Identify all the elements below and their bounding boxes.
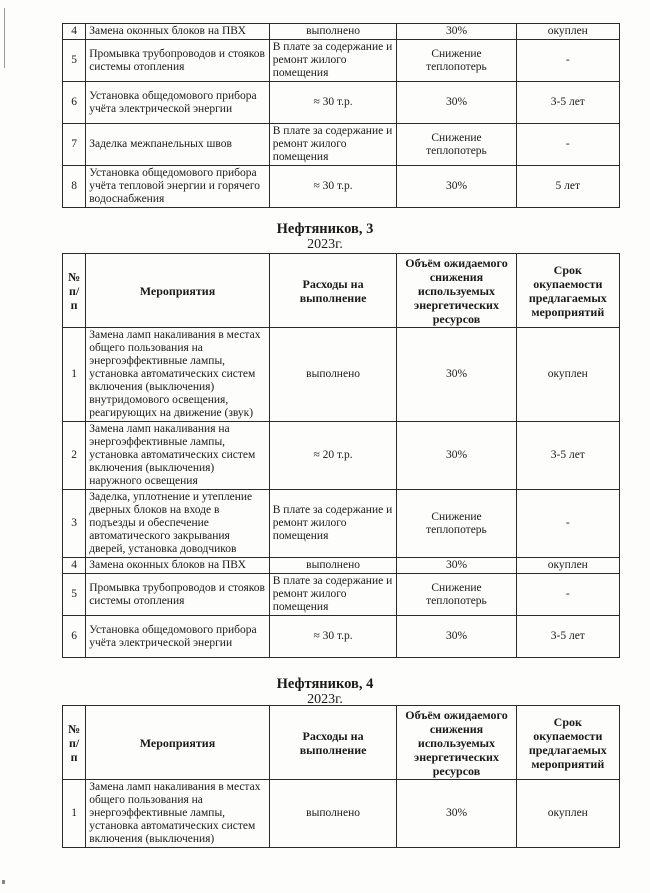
reduction-cell: Снижение теплопотерь [397,490,516,558]
reduction-cell: 30% [397,558,516,574]
payback-cell: - [516,574,619,616]
header-reduction: Объём ожидаемого снижения используемых энергетических ресурсов [397,706,516,780]
payback-cell: - [516,124,619,166]
payback-cell: 3-5 лет [516,82,619,124]
measure-cell: Замена оконных блоков на ПВХ [86,24,270,40]
row-number: 5 [63,40,86,82]
row-number: 5 [63,574,86,616]
table-row [63,558,620,574]
table-row [63,574,620,616]
measures-table-continued [62,23,620,208]
table-header-row [63,706,620,780]
cost-cell: выполнено [269,24,397,40]
payback-cell: 3-5 лет [516,616,619,658]
measures-table [62,705,620,848]
cost-cell: ≈ 30 т.р. [269,166,397,208]
payback-cell: окуплен [516,328,619,422]
payback-cell: 3-5 лет [516,422,619,490]
header-num: № п/п [63,254,86,328]
measure-cell: Замена оконных блоков на ПВХ [86,558,270,574]
reduction-cell: 30% [397,24,516,40]
measure-cell: Установка общедомового прибора учёта тепловой энергии и горячего водоснабжения [86,166,270,208]
row-number: 3 [63,490,86,558]
cost-cell: В плате за содержание и ремонт жилого помещения [269,574,397,616]
year-label: 2023г. [307,692,343,707]
payback-cell: окуплен [516,558,619,574]
table-row [63,124,620,166]
payback-cell: - [516,490,619,558]
reduction-cell: 30% [397,328,516,422]
reduction-cell: Снижение теплопотерь [397,40,516,82]
section-heading [0,676,650,707]
header-reduction: Объём ожидаемого снижения используемых энергетических ресурсов [397,254,516,328]
measure-cell: Промывка трубопроводов и стояков системы отопления [86,574,270,616]
measure-cell: Заделка, уплотнение и утепление дверных блоков на входе в подъезды и обеспечение автоматического закрывания дверей, установка доводчиков [86,490,270,558]
measure-cell: Заделка межпанельных швов [86,124,270,166]
table-row [63,490,620,558]
header-cost: Расходы на выполнение [269,254,397,328]
header-measure: Мероприятия [86,254,270,328]
row-number: 2 [63,422,86,490]
measure-cell: Замена ламп накаливания в местах общего пользования на энергоэффективные лампы, установка автоматических систем включения (выключения) внутридомового освещения, реагирующих на движение (звук) [86,328,270,422]
table-row [63,82,620,124]
header-num: № п/п [63,706,86,780]
measure-cell: Замена ламп накаливания на энергоэффективные лампы, установка автоматических систем включения (выключения) наружного освещения [86,422,270,490]
row-number: 4 [63,24,86,40]
row-number: 4 [63,558,86,574]
measure-cell: Промывка трубопроводов и стояков системы отопления [86,40,270,82]
row-number: 8 [63,166,86,208]
row-number: 6 [63,616,86,658]
cost-cell: ≈ 30 т.р. [269,82,397,124]
year-label: 2023г. [307,237,343,252]
row-number: 7 [63,124,86,166]
cost-cell: ≈ 20 т.р. [269,422,397,490]
table-row [63,24,620,40]
payback-cell: окуплен [516,780,619,848]
cost-cell: В плате за содержание и ремонт жилого помещения [269,124,397,166]
header-payback: Срок окупаемости предлагаемых мероприятий [516,254,619,328]
reduction-cell: 30% [397,166,516,208]
measure-cell: Замена ламп накаливания в местах общего пользования на энергоэффективные лампы, установка автоматических систем включения (выключения) [86,780,270,848]
row-number: 1 [63,780,86,848]
reduction-cell: 30% [397,616,516,658]
measure-cell: Установка общедомового прибора учёта электрической энергии [86,616,270,658]
address-title: Нефтяников, 4 [276,676,374,692]
scan-edge-mark [2,880,5,884]
table-row [63,40,620,82]
reduction-cell: Снижение теплопотерь [397,574,516,616]
reduction-cell: Снижение теплопотерь [397,124,516,166]
cost-cell: В плате за содержание и ремонт жилого помещения [269,490,397,558]
table-row [63,422,620,490]
row-number: 1 [63,328,86,422]
cost-cell: выполнено [269,558,397,574]
table-row [63,328,620,422]
section-heading [0,221,650,252]
header-cost: Расходы на выполнение [269,706,397,780]
payback-cell: - [516,40,619,82]
reduction-cell: 30% [397,82,516,124]
cost-cell: ≈ 30 т.р. [269,616,397,658]
table-row [63,166,620,208]
header-measure: Мероприятия [86,706,270,780]
reduction-cell: 30% [397,422,516,490]
table-header-row [63,254,620,328]
measure-cell: Установка общедомового прибора учёта электрической энергии [86,82,270,124]
row-number: 6 [63,82,86,124]
scan-edge-mark [4,8,5,68]
header-payback: Срок окупаемости предлагаемых мероприятий [516,706,619,780]
cost-cell: выполнено [269,328,397,422]
cost-cell: В плате за содержание и ремонт жилого помещения [269,40,397,82]
table-row [63,616,620,658]
cost-cell: выполнено [269,780,397,848]
measures-table [62,253,620,658]
table-row [63,780,620,848]
address-title: Нефтяников, 3 [276,221,374,237]
reduction-cell: 30% [397,780,516,848]
payback-cell: окуплен [516,24,619,40]
payback-cell: 5 лет [516,166,619,208]
